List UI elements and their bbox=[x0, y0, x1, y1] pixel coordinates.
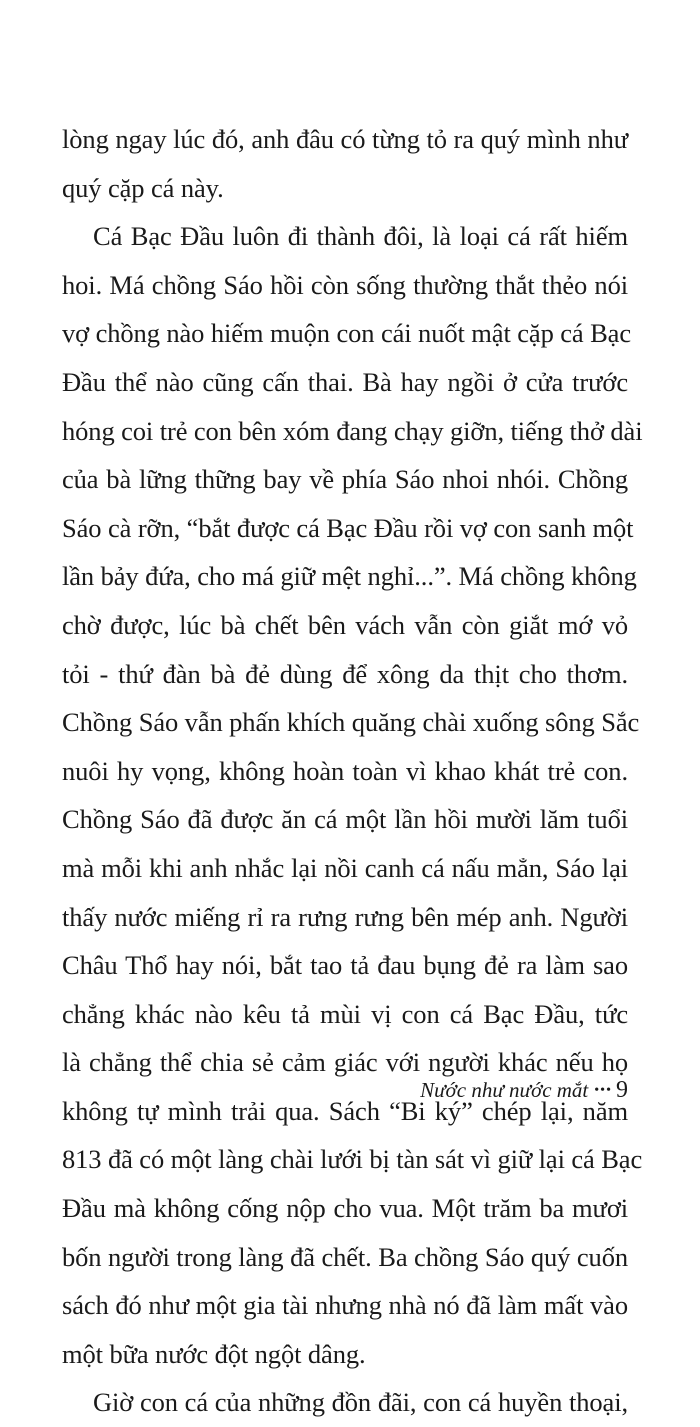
text-line: chẳng khác nào kêu tả mùi vị con cá Bạc Đầu, tức bbox=[62, 998, 628, 1029]
text-line: quý cặp cá này. bbox=[62, 172, 224, 203]
text-line: một bữa nước đột ngột dâng. bbox=[62, 1338, 366, 1369]
page-body bbox=[62, 115, 643, 1427]
page-footer bbox=[380, 1075, 628, 1106]
text-line: tỏi - thứ đàn bà đẻ dùng để xông da thịt cho thơm. bbox=[62, 658, 628, 689]
text-line: là chẳng thể chia sẻ cảm giác với người khác nếu họ bbox=[62, 1047, 628, 1078]
text-line: Châu Thổ hay nói, bắt tao tả đau bụng đẻ ra làm sao bbox=[62, 950, 628, 981]
text-line: hóng coi trẻ con bên xóm đang chạy giỡn, tiếng thở dài bbox=[62, 415, 643, 446]
text-line: Đầu mà không cống nộp cho vua. Một trăm ba mươi bbox=[62, 1193, 628, 1224]
text-line: vợ chồng nào hiếm muộn con cái nuốt mật cặp cá Bạc bbox=[62, 318, 632, 349]
text-line: bốn người trong làng đã chết. Ba chồng Sáo quý cuốn bbox=[62, 1241, 628, 1272]
separator-dots: ••• bbox=[594, 1083, 612, 1098]
text-line: Chồng Sáo vẫn phấn khích quăng chài xuống sông Sắc bbox=[62, 707, 640, 738]
paragraph-first-line: Giờ con cá của những đồn đãi, con cá huyền thoại, bbox=[93, 1387, 628, 1418]
running-title: Nước như nước mắt bbox=[420, 1078, 589, 1102]
text-line: 813 đã có một làng chài lưới bị tàn sát vì giữ lại cá Bạc bbox=[62, 1144, 643, 1175]
text-line: thấy nước miếng rỉ ra rưng rưng bên mép anh. Người bbox=[62, 901, 628, 932]
text-line: không tự mình trải qua. Sách “Bi ký” chép lại, năm bbox=[62, 1095, 628, 1126]
text-line: sách đó như một gia tài nhưng nhà nó đã làm mất vào bbox=[62, 1290, 628, 1321]
text-line: của bà lững thững bay về phía Sáo nhoi nhói. Chồng bbox=[62, 464, 628, 495]
paragraph-first-line: Cá Bạc Đầu luôn đi thành đôi, là loại cá rất hiếm bbox=[93, 221, 628, 252]
text-line: Chồng Sáo đã được ăn cá một lần hồi mười lăm tuổi bbox=[62, 804, 628, 835]
page-number: 9 bbox=[616, 1077, 628, 1103]
text-line: hoi. Má chồng Sáo hồi còn sống thường thắt thẻo nói bbox=[62, 269, 628, 300]
text-line: lần bảy đứa, cho má giữ mệt nghỉ...”. Má chồng không bbox=[62, 561, 637, 592]
text-line: Sáo cà rỡn, “bắt được cá Bạc Đầu rồi vợ con sanh một bbox=[62, 512, 634, 543]
text-line: chờ được, lúc bà chết bên vách vẫn còn giắt mớ vỏ bbox=[62, 609, 628, 640]
text-line: Đầu thể nào cũng cấn thai. Bà hay ngồi ở cửa trước bbox=[62, 366, 628, 397]
text-line: nuôi hy vọng, không hoàn toàn vì khao khát trẻ con. bbox=[62, 755, 628, 786]
text-line: lòng ngay lúc đó, anh đâu có từng tỏ ra quý mình như bbox=[62, 124, 628, 154]
text-line: mà mỗi khi anh nhắc lại nồi canh cá nấu mẳn, Sáo lại bbox=[62, 852, 628, 883]
